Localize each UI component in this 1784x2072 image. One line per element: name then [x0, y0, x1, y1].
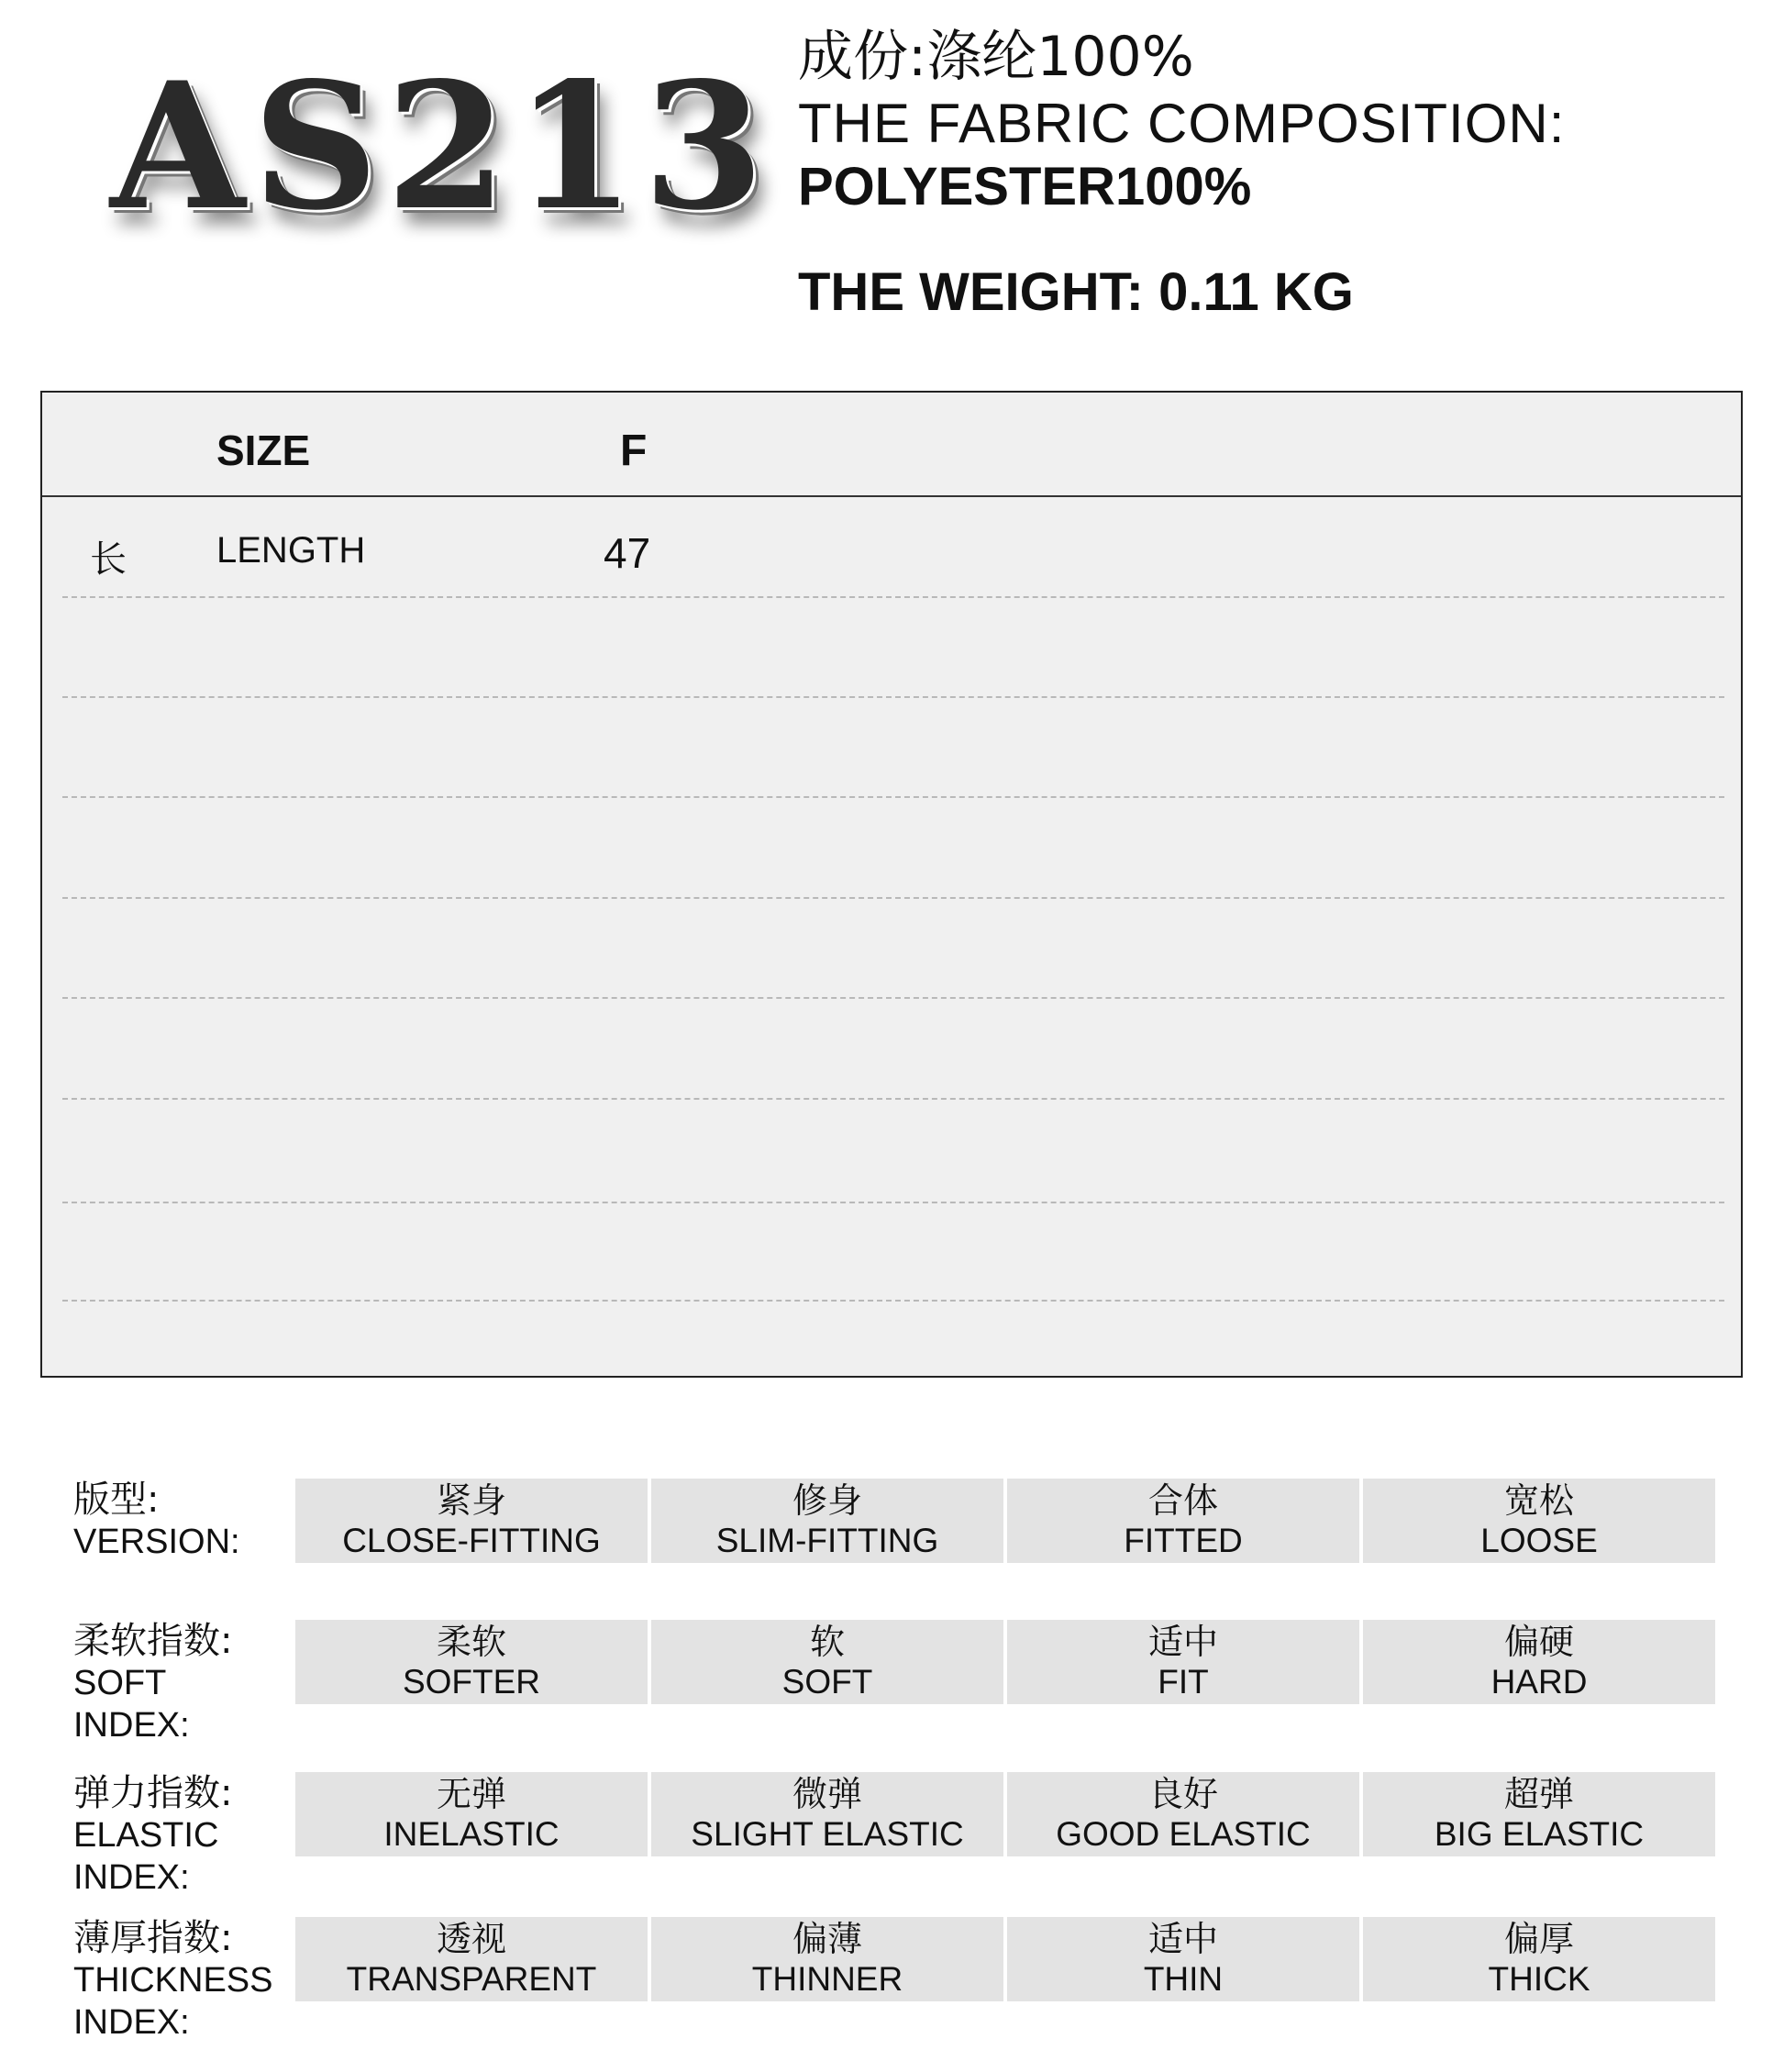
soft-index-label: 柔软指数: SOFT INDEX: [73, 1620, 233, 1745]
elastic-option: 良好 GOOD ELASTIC [1007, 1772, 1359, 1856]
weight-text: THE WEIGHT: 0.11 KG [798, 262, 1354, 322]
thickness-option: 适中 THIN [1007, 1917, 1359, 2001]
version-option: 合体 FITTED [1007, 1479, 1359, 1563]
thickness-index-label: 薄厚指数: THICKNESS INDEX: [73, 1917, 273, 2042]
row-divider [62, 1202, 1724, 1203]
version-label: 版型: VERSION: [73, 1479, 240, 1561]
size-table-header [42, 393, 1741, 497]
thickness-option: 偏厚 THICK [1363, 1917, 1715, 2001]
row-divider [62, 596, 1724, 598]
row-divider [62, 696, 1724, 698]
thickness-option: 透视 TRANSPARENT [295, 1917, 648, 2001]
soft-option: 柔软 SOFTER [295, 1620, 648, 1704]
size-header-label: SIZE [216, 427, 311, 474]
row-divider [62, 997, 1724, 999]
version-option: 宽松 LOOSE [1363, 1479, 1715, 1563]
row-label-en: LENGTH [216, 530, 366, 571]
row-divider [62, 1300, 1724, 1302]
thickness-option: 偏薄 THINNER [651, 1917, 1003, 2001]
soft-option: 适中 FIT [1007, 1620, 1359, 1704]
row-divider [62, 897, 1724, 899]
row-divider [62, 796, 1724, 798]
size-table [40, 391, 1743, 1378]
composition-label: THE FABRIC COMPOSITION: [798, 93, 1566, 154]
elastic-option: 超弹 BIG ELASTIC [1363, 1772, 1715, 1856]
row-divider [62, 1098, 1724, 1100]
version-option: 修身 SLIM-FITTING [651, 1479, 1003, 1563]
elastic-index-label: 弹力指数: ELASTIC INDEX: [73, 1772, 233, 1897]
elastic-option: 无弹 INELASTIC [295, 1772, 648, 1856]
row-value: 47 [604, 529, 651, 577]
elastic-option: 微弹 SLIGHT ELASTIC [651, 1772, 1003, 1856]
product-code-logo: AS213 [110, 44, 772, 249]
composition-value: POLYESTER100% [798, 157, 1252, 216]
soft-option: 软 SOFT [651, 1620, 1003, 1704]
row-label-cn: 长 [90, 538, 127, 581]
version-option: 紧身 CLOSE-FITTING [295, 1479, 648, 1563]
soft-option: 偏硬 HARD [1363, 1620, 1715, 1704]
size-header-value: F [620, 427, 648, 475]
composition-cn: 成份:涤纶100% [798, 25, 1194, 89]
